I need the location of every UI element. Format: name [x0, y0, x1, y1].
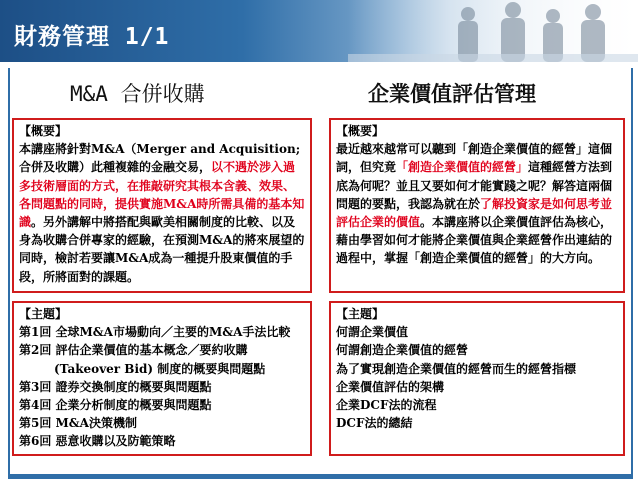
right-topics-box — [329, 301, 625, 456]
business-people-photo — [348, 0, 638, 62]
topic-item: 企業價值評估的架構 — [336, 379, 445, 394]
right-overview-box — [329, 118, 625, 293]
bottom-border — [8, 474, 633, 479]
topic-item: 第6回 惡意收購以及防範策略 — [19, 434, 176, 449]
topic-item: 第3回 證券交換制度的概要與問題點 — [19, 379, 212, 394]
overview-text: 本講座將針對M&A（Merger and Acquisition;合併及收購）此種複雜的金融交易， — [19, 142, 301, 175]
overview-text: 。另外講解中將搭配與歐美相關制度的比較、以及身為收購合併專家的經驗，在預測M&A的將來展望的同時，檢討若要讓M&A成為一種提升股東價值的手段，所將面對的課題。 — [19, 215, 305, 284]
overview-highlight: 「創造企業價值的經營」 — [396, 160, 529, 175]
overview-highlight: 了解投資家是如何思考並評估企業的價值 — [336, 196, 613, 230]
topic-item: 第1回 全球M&A市場動向／主要的M&A手法比較 — [19, 325, 291, 340]
topic-item: 第4回 企業分析制度的概要與問題點 — [19, 398, 212, 413]
topic-item: 企業DCF法的流程 — [336, 398, 437, 413]
overview-text: 這種經營方法到底為何呢？並且又要如何才能實踐之呢？解答這兩個問題的要點，我認為就在於 — [336, 160, 613, 211]
topic-item: 何謂企業價值 — [336, 325, 409, 340]
page-title: 財務管理 1/1 — [14, 24, 170, 50]
left-column-title: M&A 合併收購 — [70, 82, 205, 106]
topic-item: (Takeover Bid) 制度的概要與問題點 — [54, 361, 266, 376]
topic-item: 何謂創造企業價值的經營 — [336, 343, 469, 358]
left-topics-box — [12, 301, 312, 456]
overview-heading: 【概要】 — [336, 124, 385, 138]
topic-item: 為了實現創造企業價值的經營而生的經營指標 — [336, 361, 577, 376]
topic-item: 第5回 M&A決策機制 — [19, 416, 137, 431]
topic-item: DCF法的總結 — [336, 416, 413, 431]
right-column-title: 企業價值評估管理 — [368, 81, 536, 106]
topics-heading: 【主題】 — [19, 307, 68, 321]
topic-item: 第2回 評估企業價值的基本概念／要約收購 — [19, 343, 248, 358]
header-bar — [0, 0, 638, 62]
overview-text: 。本講座將以企業價值評估為核心，藉由學習如何才能將企業價值與企業經營作出連結的過程中，掌握「創造企業價值的經營」的大方向。 — [336, 215, 613, 266]
overview-heading: 【概要】 — [19, 124, 68, 138]
topics-heading: 【主題】 — [336, 307, 385, 321]
overview-text: 最近越來越常可以聽到「創造企業價值的經營」這個詞，但究竟 — [336, 142, 613, 175]
left-overview-box — [12, 118, 312, 293]
overview-highlight: 以不遇於涉入過多技術層面的方式，在推敲研究其根本含義、效果、各問題點的同時，提供實施M&A時所需具備的基本知識 — [19, 160, 305, 230]
